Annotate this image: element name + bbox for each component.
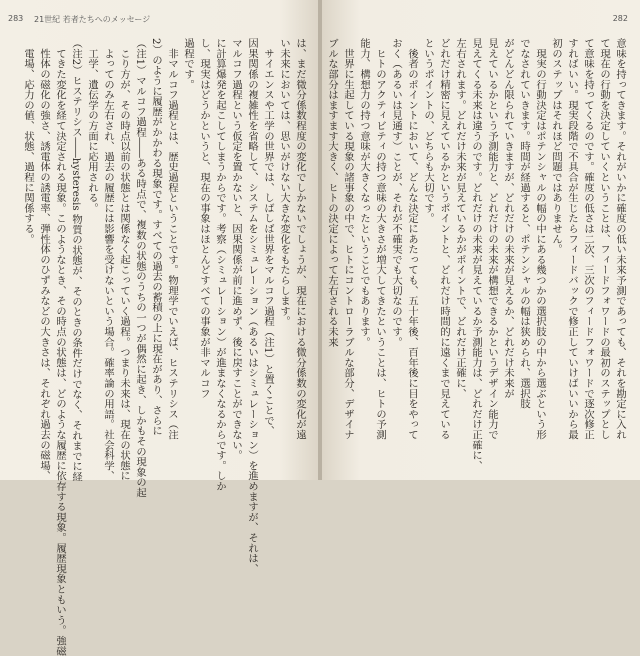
body-line: い未来においては、思いがけない大きな変化をもたらします。	[278, 38, 290, 327]
footnote-line: こり方が、その時点以前の状態とは関係なく起こっていく過程。つまり未来は、現在の状態に	[118, 38, 130, 481]
footnote-line: よってのみ左右され、過去の履歴には影響を受けないという場合。確率論の用語。社会科学、	[102, 38, 114, 481]
body-line: というポイントの、どちらも大切です。	[422, 38, 434, 224]
body-line: 左右されます。どれだけ未来が見えているかがポイントで、どれだけ正確に、	[454, 38, 466, 399]
body-line: 見えてくる未来は違うのです。どれだけの未来が見えているか予測能力は、どれだけ正確に、	[470, 38, 482, 471]
body-line: 過程です。	[182, 38, 194, 90]
body-line: 世界に生起している現象の諸事象の中で、ヒトにコントローラブルな部分、デザイナ	[342, 38, 354, 440]
body-line: 2）のように履歴がかかわる現象です。すべての過去の蓄積の上に現在があり、さらに	[150, 38, 162, 436]
body-line: マルコフ過程という仮定を置かないと、因果関係が前に進めず、後に戻すことができない。	[230, 38, 242, 461]
body-line: サイエンスや工学の世界では、しばしば世界をマルコフ過程（注1）と置くことで、	[262, 38, 274, 436]
body-line: 因果関係の複雑性を省略して、システムをシミュレーション（あるいはシミュレーション）を進めますが、それは、	[246, 38, 258, 574]
body-line: 能力、構想力の持つ意味が大きくなったということでもあります。	[358, 38, 370, 347]
body-line: 現実の行動決定はポテンシャルの幅の中にある幾つかの選択肢の中から選ぶという形	[534, 38, 546, 440]
body-line: でなされていきます。時間が経過すると、ポテンシャルの幅は狭められ、選択肢	[518, 38, 530, 409]
body-line: は、まだ微分係数程度の変化でしかないでしょうが、現在における微分係数の変化が遠	[294, 38, 306, 440]
body-line: て意味を持ってくるのです。確度の低さは二次、三次のフィードフォワードで逐次修正	[582, 38, 594, 440]
body-line: 非マルコフ過程とは、歴史過程ということです。物理学でいえば、ヒステリシス（注	[166, 38, 178, 440]
left-page	[0, 0, 318, 656]
left-page-number: 283	[8, 14, 24, 23]
footnote-line: てきた変化を経て決定される現象。このようなとき、その時点の状態は、どのような履歴に依存する現象。履歴現象ともいう。強磁	[54, 38, 66, 656]
body-line: 見えているかという予測能力と、どれだけの未来が構想できるかというデザイン能力で	[486, 38, 498, 440]
body-line: がどんどん限られていきますが、どれだけの未来が見えるか、どれだけ未来が	[502, 38, 514, 399]
footnote-line: 工学、遺伝学の方面に応用される。	[86, 38, 98, 214]
body-line: ブルな部分はますます大きく、ヒトの決定によって左右される未来	[326, 38, 338, 347]
footnote-line: （注2）ヒステリシス――hysteresis 物質の状態が、そのときの条件だけでなく、それまでに経	[70, 38, 82, 482]
body-line: どれだけ精密に見えているかというポイントと、どれだけ時間的に遠くまで見えている	[438, 38, 450, 440]
right-page-number: 282	[612, 14, 628, 23]
footnote-line: 電場、応力の値、状態、過程に関係する。	[22, 38, 34, 244]
body-line: ヒトのアクティビティの持つ意味の大きさが増大してきたということは、ヒトの予測	[374, 38, 386, 440]
right-page	[322, 0, 640, 480]
body-line: 初のステップはそれほど問題ではありません。	[550, 38, 562, 255]
body-line: し、現実はどうかというと、現在の事象はほとんどすべての事象が非マルコフ	[198, 38, 210, 399]
body-line: 後者のポイントにおいて、どんな決定にあたっても、五十年後、百年後に目をやって	[406, 38, 418, 440]
body-line: おく（あるいは見通す）ことが、それが不確実でも大切なのです。	[390, 38, 402, 347]
footnote-line: 性体の磁化の強さ、誘電体の誘電率、弾性体のひずみなどの大きさは、それぞれ過去の磁場、	[38, 38, 50, 481]
footnote-line: （注1）マルコフ過程――ある時点で、複数の状態のうちの一つが偶然に起き、しかもその現象の起	[134, 38, 146, 498]
body-line: 意味を持ってきます。それがいかに確度の低い未来予測であっても、それを勘定に入れ	[614, 38, 626, 440]
body-line: すればいい。現実段階で不具合が生じたらフィードバックで修正していけばいいから最	[566, 38, 578, 440]
body-line: に計算爆発を起こしてしまうからです。考察（シミュレーション）が進まなくなるからです。しか	[214, 38, 226, 492]
left-page-body	[20, 38, 308, 656]
body-line: て現在の行動を決定していくということは、フィードフォワードの最初のステップとし	[598, 38, 610, 440]
right-page-body	[324, 38, 628, 470]
running-title: 21世紀 若者たちへのメッセージ	[34, 15, 151, 24]
